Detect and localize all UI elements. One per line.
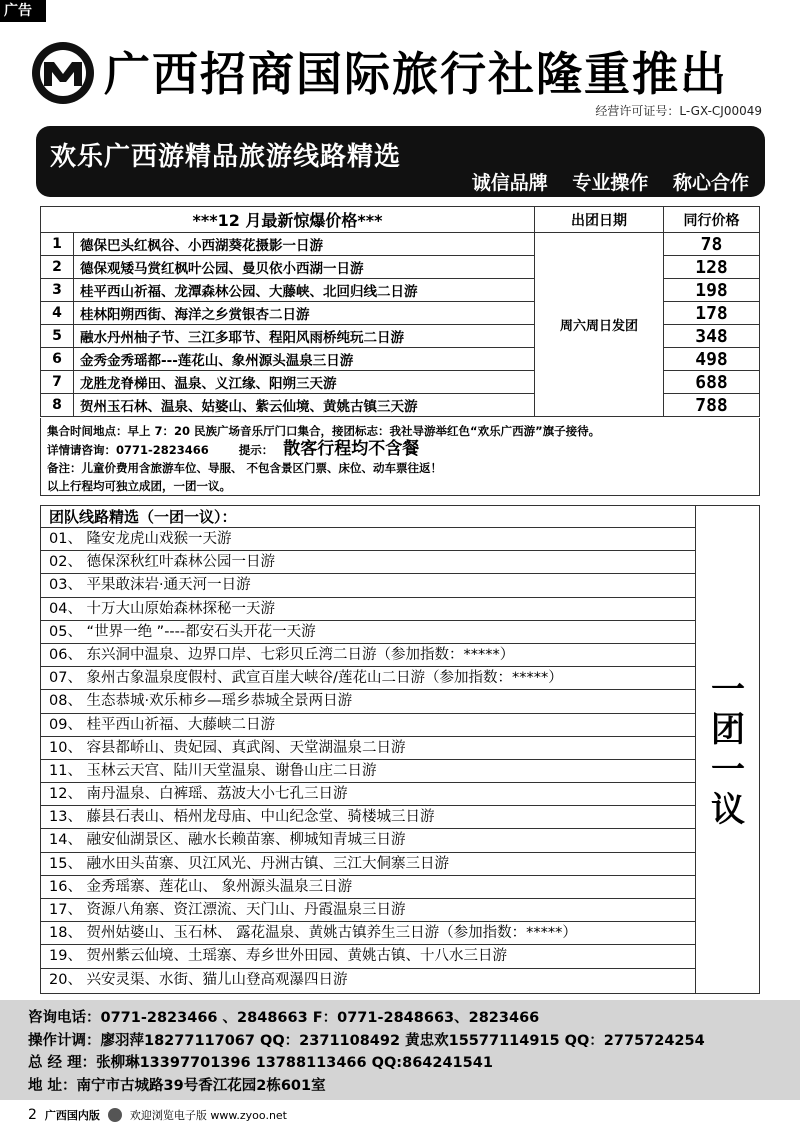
group-tour-item: 08、 生态恭城·欢乐柿乡—瑶乡恭城全景两日游 [41, 690, 695, 713]
edition-label: 广西国内版 [44, 1109, 100, 1122]
route-price: 348 [664, 325, 760, 348]
banner-slogans [454, 168, 749, 195]
group-tour-item: 16、 金秀瑶寨、莲花山、 象州源头温泉三日游 [41, 876, 695, 899]
route-number: 3 [41, 279, 74, 302]
website-text[interactable]: 欢迎浏览电子版 www.zyoo.net [129, 1109, 287, 1122]
group-tour-item: 05、 “世界一绝 ”----都安石头开花一天游 [41, 621, 695, 644]
side-label [697, 506, 759, 993]
route-price: 78 [664, 233, 760, 256]
route-name: 融水丹州柚子节、三江多耶节、程阳风雨桥纯玩二日游 [74, 325, 535, 348]
route-price: 128 [664, 256, 760, 279]
page-number: 2 [28, 1107, 37, 1123]
license-number: 经营许可证号：L-GX-CJ00049 [595, 104, 762, 118]
slogan: 专业操作 [572, 172, 649, 194]
contact-phone: 咨询电话：0771-2823466 、2848663 F：0771-2848663、2823466 [28, 1010, 540, 1026]
route-name: 金秀金秀瑶都---莲花山、象州源头温泉三日游 [74, 348, 535, 371]
col-date-header: 出团日期 [535, 207, 664, 233]
group-tour-item: 07、 象州古象温泉度假村、武宣百崖大峡谷/莲花山二日游（参加指数：*****） [41, 667, 695, 690]
group-tours [40, 505, 760, 994]
route-number: 2 [41, 256, 74, 279]
meeting-info: 集合时间地点：早上 7：20 民族广场音乐厅门口集合，接团标志：我社导游举红色“欢乐广西游”旗子接待。 [47, 424, 601, 438]
route-number: 8 [41, 394, 74, 417]
remark: 备注：儿童价费用含旅游车位、导服、 不包含景区门票、床位、动车票往返！ [47, 461, 442, 475]
banner [36, 126, 765, 197]
price-table-heading: ***12 月最新惊爆价格*** [41, 207, 535, 233]
footer [28, 1107, 287, 1123]
route-number: 1 [41, 233, 74, 256]
consult-row [47, 440, 753, 459]
slogan: 诚信品牌 [471, 172, 548, 194]
tip-text: 散客行程均不含餐 [283, 439, 420, 459]
group-tour-item: 01、 隆安龙虎山戏猴一天游 [41, 528, 695, 551]
group-tour-item: 02、 德保深秋红叶森林公园一日游 [41, 551, 695, 574]
group-tour-item: 12、 南丹温泉、白裤瑶、荔波大小七孔三日游 [41, 783, 695, 806]
route-name: 德保观矮马赏红枫叶公园、曼贝依小西湖一日游 [74, 256, 535, 279]
banner-title: 欢乐广西游精品旅游线路精选 [50, 142, 402, 172]
route-price: 688 [664, 371, 760, 394]
route-name: 桂平西山祈福、龙潭森林公园、大藤峡、北回归线二日游 [74, 279, 535, 302]
group-tour-item: 11、 玉林云天宫、陆川天堂温泉、谢鲁山庄二日游 [41, 760, 695, 783]
side-char: 议 [711, 789, 745, 830]
route-price: 788 [664, 394, 760, 417]
route-name: 桂林阳朔西街、海洋之乡赏银杏二日游 [74, 302, 535, 325]
group-tour-item: 03、 平果敢沫岩·通天河一日游 [41, 574, 695, 597]
route-price: 198 [664, 279, 760, 302]
route-number: 7 [41, 371, 74, 394]
price-table [40, 206, 760, 417]
group-tour-list [41, 506, 696, 993]
contact-section [0, 1000, 800, 1100]
notes-box [40, 418, 760, 496]
group-tour-item: 17、 资源八角寨、资江漂流、天门山、丹霞温泉三日游 [41, 899, 695, 922]
price-row [41, 233, 760, 256]
group-tour-item: 06、 东兴洞中温泉、边界口岸、七彩贝丘湾二日游（参加指数：*****） [41, 644, 695, 667]
contact-operators: 操作计调：廖羽萍18277117067 QQ：2371108492 黄忠欢15577114915 QQ：2775724254 [28, 1032, 705, 1049]
group-tour-item: 04、 十万大山原始森林探秘一天游 [41, 598, 695, 621]
ad-tag: 广告 [0, 0, 46, 22]
departure-date: 周六周日发团 [535, 233, 664, 417]
company-logo-icon [30, 40, 96, 106]
route-price: 178 [664, 302, 760, 325]
group-tour-item: 18、 贺州姑婆山、玉石林、 露花温泉、黄姚古镇养生三日游（参加指数：*****） [41, 922, 695, 945]
price-table-header [41, 207, 760, 233]
page-title: 广西招商国际旅行社隆重推出 [104, 47, 728, 101]
consult-phone: 详情请咨询：0771-2823466 [47, 443, 209, 457]
route-name: 德保巴头红枫谷、小西湖葵花摄影一日游 [74, 233, 535, 256]
group-tour-item: 20、 兴安灵渠、水街、猫儿山登高观瀑四日游 [49, 971, 348, 988]
slogan: 称心合作 [672, 172, 749, 194]
route-number: 5 [41, 325, 74, 348]
group-heading: 团队线路精选（一团一议）： [41, 506, 695, 528]
group-tour-item: 10、 容县都峤山、贵妃园、真武阁、天堂湖温泉二日游 [41, 737, 695, 760]
side-char: 一 [711, 749, 745, 790]
route-number: 4 [41, 302, 74, 325]
group-tour-item: 14、 融安仙湖景区、融水长赖苗寨、柳城知青城三日游 [41, 829, 695, 852]
side-char: 一 [711, 669, 745, 710]
route-name: 贺州玉石林、温泉、姑婆山、紫云仙境、黄姚古镇三天游 [74, 394, 535, 417]
group-tour-item: 09、 桂平西山祈福、大藤峡二日游 [41, 714, 695, 737]
route-price: 498 [664, 348, 760, 371]
tip-label: 提示： [238, 443, 274, 457]
contact-address: 地 址：南宁市古城路39号香江花园2栋601室 [28, 1077, 326, 1094]
group-note: 以上行程均可独立成团，一团一议。 [47, 479, 231, 493]
group-tour-item: 13、 藤县石表山、梧州龙母庙、中山纪念堂、骑楼城三日游 [41, 806, 695, 829]
edition-badge-icon [108, 1108, 122, 1122]
col-price-header: 同行价格 [664, 207, 760, 233]
route-number: 6 [41, 348, 74, 371]
group-tour-item: 19、 贺州紫云仙境、土瑶寨、寿乡世外田园、黄姚古镇、十八水三日游 [41, 945, 695, 968]
contact-manager: 总 经 理：张柳琳13397701396 13788113466 QQ:864241541 [28, 1055, 493, 1071]
route-name: 龙胜龙脊梯田、温泉、义江缘、阳朔三天游 [74, 371, 535, 394]
group-tour-item: 15、 融水田头苗寨、贝江风光、丹洲古镇、三江大侗寨三日游 [41, 853, 695, 876]
side-char: 团 [711, 709, 745, 750]
